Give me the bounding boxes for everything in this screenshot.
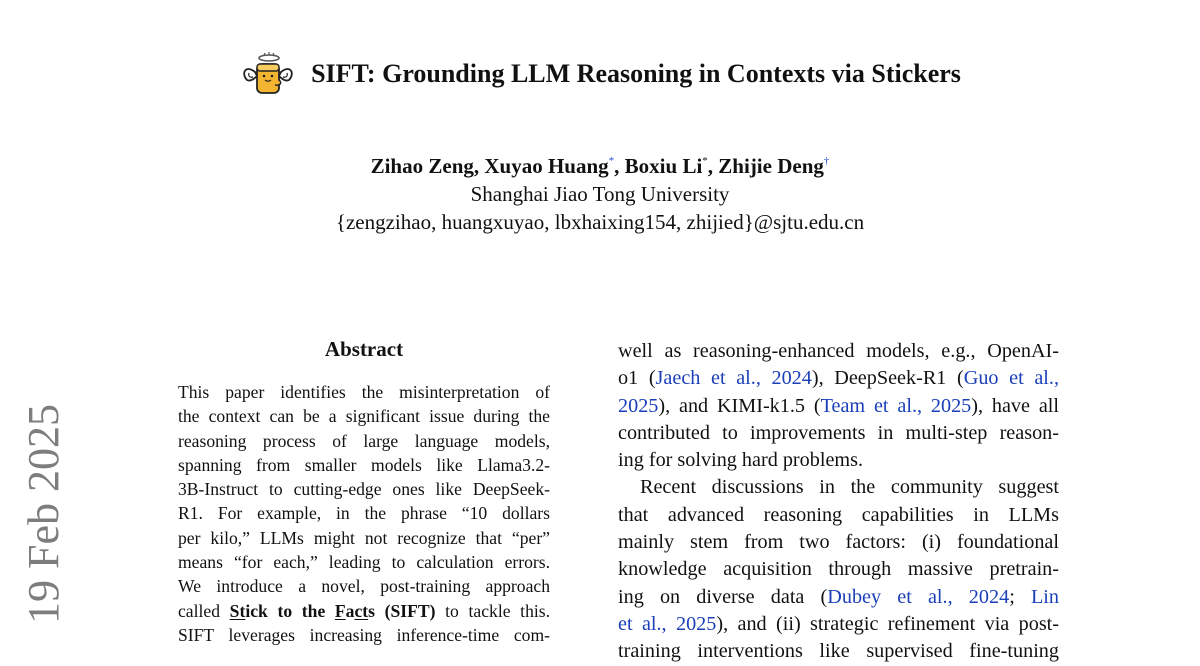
citation-link[interactable]: Jaech et al., 2024: [655, 367, 812, 390]
paper-title: SIFT: Grounding LLM Reasoning in Contexts via Stickers: [311, 59, 961, 88]
author-list: [0, 154, 1200, 179]
text-run: o1 (: [618, 367, 656, 390]
author-emails: {zengzihao, huangxuyao, lbxhaixing154, zhijied}@sjtu.edu.cn: [335, 210, 865, 234]
body-line: ing for solving hard problems.: [618, 449, 864, 472]
citation-link[interactable]: 2025: [618, 394, 659, 417]
text-run: ), have all: [971, 394, 1060, 417]
method-name: [230, 601, 436, 621]
abstract-heading: Abstract: [324, 337, 404, 361]
author-name: Boxiu Li: [624, 154, 703, 178]
equal-contribution-mark: *: [702, 155, 708, 167]
author-name: Xuyao Huang: [484, 154, 609, 178]
citation-link[interactable]: Team et al., 2025: [820, 394, 972, 417]
equal-contribution-mark[interactable]: *: [608, 155, 615, 167]
citation-link[interactable]: et al., 2025: [618, 612, 717, 635]
text-run: ing on diverse data (: [618, 585, 828, 608]
body-line: training interventions like supervised fine-tuning: [618, 640, 1059, 663]
body-line: that advanced reasoning capabilities in LLMs: [618, 503, 1059, 526]
method-letter: s: [368, 600, 375, 621]
abstract-line: means “for each,” leading to calculation errors.: [178, 552, 550, 573]
method-letter: St: [229, 600, 246, 621]
arxiv-date-stamp: 19 Feb 2025: [19, 404, 68, 624]
text-run: ;: [1009, 585, 1031, 608]
abstract-line: spanning from smaller models like Llama3.2-: [178, 454, 550, 475]
abstract-line: reasoning process of large language models,: [178, 430, 550, 451]
abstract-line: This paper identifies the misinterpretation of: [178, 382, 550, 402]
citation-link[interactable]: Guo et al.,: [963, 367, 1060, 390]
citation-link[interactable]: Dubey et al., 2024: [827, 585, 1010, 608]
author-separator: ,: [707, 154, 714, 178]
text-run: called: [178, 600, 230, 621]
body-line: knowledge acquisition through massive pretrain-: [618, 558, 1059, 581]
body-line: [618, 584, 1059, 611]
body-line: [618, 393, 1059, 420]
text-run: ), and KIMI-k1.5 (: [658, 394, 821, 417]
body-line: mainly stem from two factors: (i) foundational: [618, 531, 1059, 554]
method-letter: a: [345, 600, 355, 621]
abstract-line: R1. For example, in the phrase “10 dollars: [178, 503, 550, 524]
author-separator: ,: [614, 154, 620, 178]
body-line: well as reasoning-enhanced models, e.g., OpenAI-: [618, 340, 1059, 362]
method-letter: c: [354, 600, 363, 621]
text-run: to tackle this.: [435, 600, 550, 621]
intro-column: [618, 338, 1059, 666]
text-run: ), and (ii) strategic refinement via post-: [716, 612, 1060, 635]
method-letter: F: [334, 600, 346, 621]
body-line: [618, 611, 1059, 638]
body-line: [618, 365, 1059, 392]
abstract-line: We introduce a novel, post-training approach: [178, 576, 550, 597]
method-abbreviation: (SIFT): [375, 600, 436, 621]
sticker-mascot-icon: [239, 52, 297, 96]
affiliation: Shanghai Jiao Tong University: [470, 182, 730, 206]
method-letter: ck to the: [250, 600, 335, 621]
method-letter: i: [245, 600, 251, 621]
corresponding-author-mark[interactable]: †: [823, 155, 830, 167]
abstract-line: per kilo,” LLMs might not recognize that “per”: [178, 527, 550, 548]
title-row: [0, 52, 1200, 96]
body-line: Recent discussions in the community suggest: [640, 476, 1059, 499]
author-name: Zihao Zeng,: [370, 154, 480, 178]
abstract-body: [178, 380, 550, 647]
author-name: Zhijie Deng: [718, 154, 824, 178]
abstract-line: 3B-Instruct to cutting-edge ones like DeepSeek-: [178, 479, 550, 500]
abstract-line: the context can be a significant issue during the: [178, 406, 550, 427]
citation-link[interactable]: Lin: [1030, 585, 1060, 608]
abstract-line-sift: [178, 599, 550, 623]
abstract-line: SIFT leverages increasing inference-time com-: [178, 624, 550, 645]
method-letter: t: [362, 600, 369, 621]
text-run: ), DeepSeek-R1 (: [811, 367, 964, 390]
body-line: contributed to improvements in multi-step reason-: [618, 421, 1059, 444]
